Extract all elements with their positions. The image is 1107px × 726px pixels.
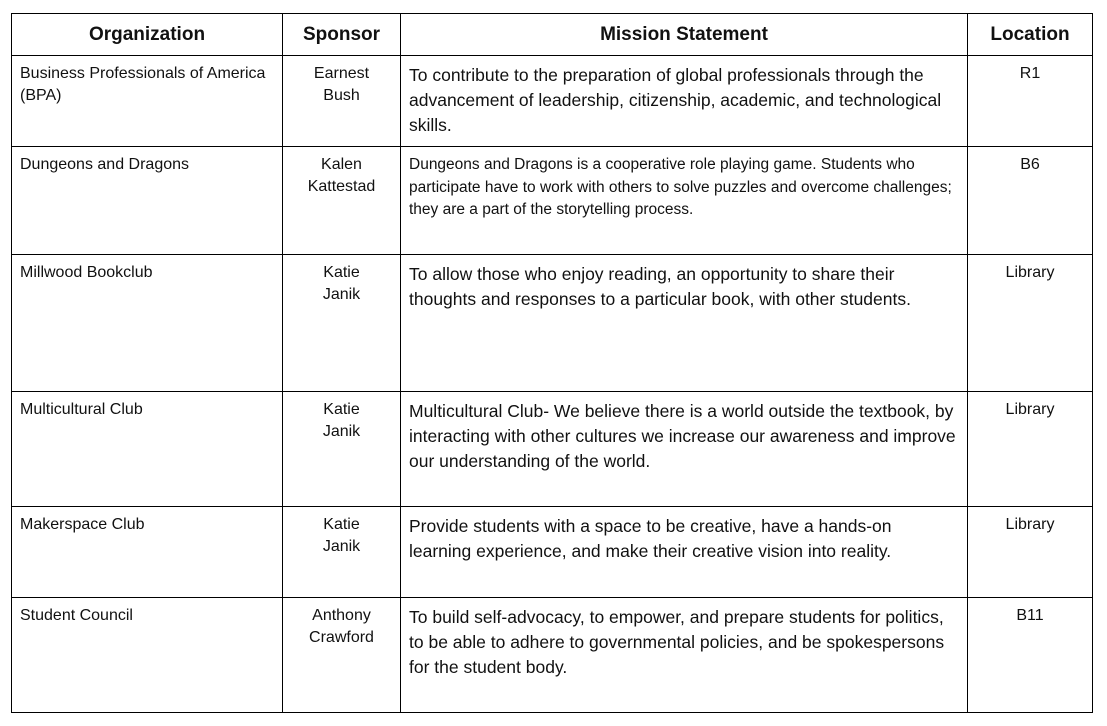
organizations-table — [11, 13, 1093, 713]
header-sponsor: Sponsor — [283, 14, 401, 56]
table-row — [12, 56, 1093, 147]
header-row — [12, 14, 1093, 56]
location-cell: R1 — [968, 56, 1093, 147]
mission-cell: Multicultural Club- We believe there is a world outside the textbook, by interacting with other cultures we increase our awareness and improve our understanding of the world. — [401, 392, 968, 507]
table-row — [12, 255, 1093, 392]
location-cell: Library — [968, 392, 1093, 507]
location-cell: B11 — [968, 598, 1093, 713]
mission-cell: To allow those who enjoy reading, an opportunity to share their thoughts and responses to a particular book, with other students. — [401, 255, 968, 392]
table-row — [12, 507, 1093, 598]
organization-cell: Business Professionals of America (BPA) — [12, 56, 283, 147]
location-cell: Library — [968, 507, 1093, 598]
table-row — [12, 598, 1093, 713]
organization-cell: Dungeons and Dragons — [12, 147, 283, 255]
table-row — [12, 147, 1093, 255]
mission-cell: To contribute to the preparation of global professionals through the advancement of leadership, citizenship, academic, and technological skills. — [401, 56, 968, 147]
sponsor-cell: Kalen Kattestad — [283, 147, 401, 255]
header-organization: Organization — [12, 14, 283, 56]
header-mission-statement: Mission Statement — [401, 14, 968, 56]
sponsor-cell: Katie Janik — [283, 255, 401, 392]
sponsor-cell: Katie Janik — [283, 392, 401, 507]
organization-cell: Student Council — [12, 598, 283, 713]
sponsor-cell: Katie Janik — [283, 507, 401, 598]
organization-cell: Millwood Bookclub — [12, 255, 283, 392]
table-row — [12, 392, 1093, 507]
sponsor-cell: Earnest Bush — [283, 56, 401, 147]
organization-cell: Makerspace Club — [12, 507, 283, 598]
organization-cell: Multicultural Club — [12, 392, 283, 507]
location-cell: B6 — [968, 147, 1093, 255]
mission-cell: Provide students with a space to be creative, have a hands-on learning experience, and make their creative vision into reality. — [401, 507, 968, 598]
location-cell: Library — [968, 255, 1093, 392]
sponsor-cell: Anthony Crawford — [283, 598, 401, 713]
header-location: Location — [968, 14, 1093, 56]
mission-cell: Dungeons and Dragons is a cooperative role playing game. Students who participate have to work with others to solve puzzles and overcome challenges; they are a part of the storytelling process. — [401, 147, 968, 255]
mission-cell: To build self-advocacy, to empower, and prepare students for politics, to be able to adhere to governmental policies, and be spokespersons for the student body. — [401, 598, 968, 713]
